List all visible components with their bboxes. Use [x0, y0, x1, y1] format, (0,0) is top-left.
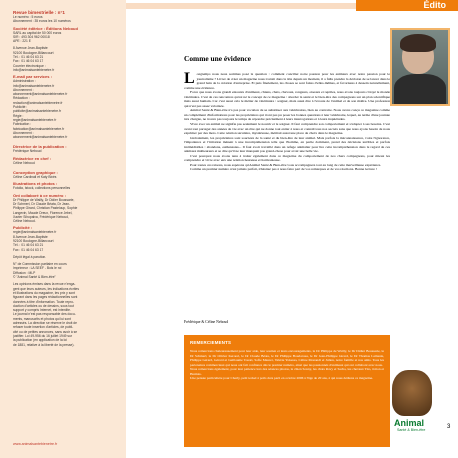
logo-tagline: Santé & Bien-être — [397, 428, 426, 432]
editorial-paragraph: Pour toutes ces raisons, nous espérons qu'Animal Santé & Bien-être vous accompagnera tout au long de cette merveilleuse expérience. — [190, 162, 382, 167]
section-title: Édito — [423, 0, 446, 10]
acknowledgements-heading: REMERCIEMENTS — [190, 340, 232, 345]
acknowledgements-paragraph: Une pensée particulière pour Charly, petit teckel à poils durs parti en octobre 2006 à l'âge de 20 ans, à qui nous dédions ce magazine. — [190, 376, 373, 380]
legal-line: justifier. Loi 49-956 du 16 juillet 1949 sur — [13, 333, 73, 338]
editor-photo — [390, 28, 450, 106]
revue-issue: Revue bimestrielle : n°1 — [13, 10, 65, 15]
masthead-column — [0, 0, 126, 458]
cppap-line: Diffusion : MLP — [13, 270, 36, 275]
legal-line: duction d'articles ou de dessins, sous tout — [13, 303, 74, 308]
legal-line: Le journal n'est pas responsable des docu- — [13, 312, 76, 317]
legal-line: cité ou de petites annonces, sans avoir à se — [13, 329, 78, 334]
legal-line: adressés. La direction se réserve le droit de — [13, 321, 77, 326]
publisher-line: APE : 221 E — [13, 39, 31, 44]
legal-line: refuser toute insertion d'articles, de publi- — [13, 325, 74, 330]
photo-credit: Fotolia, Istock, collections personnelles — [13, 186, 71, 191]
contributors-line: Langevin, Maude Dreux, Florence Jebel, — [13, 210, 73, 215]
masthead — [13, 8, 121, 347]
pricing-lines — [13, 15, 121, 24]
publisher-heading: Société éditrice : Éditions Neboud — [13, 25, 78, 31]
header-bar — [126, 3, 356, 9]
address-line: Courrier électronique : — [13, 63, 46, 68]
contributors-line: Philippe Girard, Christian Pasteloup, Sophie — [13, 206, 78, 211]
legal-line: figurant dans les pages rédactionnelles sont — [13, 295, 78, 300]
director-name: Frédérique Neboud — [13, 149, 42, 154]
editorial-paragraph: Longtemps nous nous sommes posé la question : comment concilier notre passion pour les animaux avec notre passion pour le journalisme ? Livrer de créer un magazine nous trottait dans la tête depuis un moment, il a fallu prendre la décision de se lancer dans le grand bain de la création d'entreprise. Et puis finalement, les choses se sont faites d'elles-mêmes, et favorisées à dessein naturellement, comme une évidence. — [184, 70, 390, 90]
editor-heading: Rédactrice en chef : — [13, 155, 52, 161]
advertising-line: 8 Avenue Jean-Baptiste — [13, 234, 48, 239]
service-email-link[interactable]: abonnement@animalsantebienetre.fr — [13, 92, 68, 97]
service-email-link[interactable]: regie@animalsantebienetre.fr — [13, 117, 57, 122]
editorial-paragraph: C'est pourquoi nous avons tenu à traiter également dans ce magazine du comportement de nos chers compagnons, pour mieux les comprendre et vivre avec eux une relation heureuse et harmonieuse. — [184, 153, 390, 163]
contributors-line: Dr Philippe de Wailly, Dr Didier Boussarie, — [13, 197, 75, 202]
director-heading: Directrice de la publication : — [13, 144, 67, 150]
address-line: 92100 Boulogne-Billancourt — [13, 50, 54, 55]
advertising-line: 92100 Boulogne-Billancourt — [13, 238, 54, 243]
contact-email-link[interactable]: info@animalsantebienetre.fr — [13, 67, 55, 72]
advertising-email-link[interactable]: regie@animalsantebienetre.fr — [13, 230, 57, 235]
legal-line: support y compris Internet, est interdite. — [13, 308, 71, 313]
acknowledgements-box — [184, 335, 390, 447]
email-services-heading: E-mail par services : — [13, 74, 52, 80]
editorial-body — [184, 72, 390, 172]
acknowledgements-paragraph: Nous remercions chaleureusement pour leur aide, leur soutien et leurs encouragements, le Dr Philippe de Wailly, le Dr Didier Boussarie, le Dr Schmerl, le Dr Olivier Kerorel, le Dr Claude Béata, le Dr Philippe Boudaroua, le Dr Jean-Philippe Girard, le Dr Thomas Lamusle, Philippe Gérard, Gérard et Guillaume Touati, Sofie Maurer, Valérie Yokessa, Céline Monandi et Julien, notre famille et nos amis. Tous les partenaires commerciaux qui nous ont fait confiance dès le premier numéro, ainsi que les passionnés d'animaux qui ont collaboré avec nous. — [190, 349, 384, 367]
legal-line: ments, manuscrits et photos qui lui sont — [13, 316, 71, 321]
page-number: 3 — [447, 424, 451, 430]
service-label: Abonnement : — [13, 87, 34, 92]
design-heading: Conception graphique : — [13, 170, 58, 176]
acknowledgements-paragraph: Nous remercions également, pour leur patience lors des séances photos, le chien Sonny, les chats Ravy et Sacha, les chevaux Tito, Jotton et Hermès. — [190, 367, 384, 376]
service-label: Fabrication : — [13, 122, 32, 127]
contributors-line: Xavier Sihopalva, Frédérique Neboud, — [13, 214, 69, 219]
service-email-link[interactable]: redaction@animalsantebienetre.fr — [13, 100, 63, 105]
pricing-line: Abonnement : 35 euros les 10 numéros — [13, 19, 71, 24]
advertising-heading: Publicité : — [13, 225, 33, 231]
publisher-line: SIR : 493 304 962 00018 — [13, 34, 50, 39]
address-line: 8 Avenue Jean-Baptiste — [13, 46, 48, 51]
publisher-line: SARL au capital de 50 000 euros — [13, 30, 62, 35]
service-email-link[interactable]: fabrication@animalsantebienetre.fr — [13, 126, 65, 131]
brand-logo — [394, 419, 425, 432]
service-email-link[interactable]: info@animalsantebienetre.fr — [13, 83, 55, 88]
editorial-paragraph: Vivre avec un animal ne signifie pas seulement le nourrir et le soigner. Il faut comprendre son comportement et s'adapter à ses besoins. C'est avant tout partager des années de vie avec un être qui ne donne tout entier à nous et connaît tous nos secrets sans que nous ayons besoin de nous exprimer par des mots. Cette relation séculaire, mystérieuse, méritait aussi une place de choix dans le magazine. — [184, 122, 390, 136]
legal-line: données à titre d'information. Toute repro- — [13, 299, 75, 304]
photo-heading: Illustrations et photos : — [13, 181, 58, 187]
design-credit: Céline Cardinali et Katy Bivès — [13, 175, 57, 180]
service-label: Régie : — [13, 113, 24, 118]
contributors-line: Céline Neboud. — [13, 219, 36, 224]
service-label: Rédaction : — [13, 96, 30, 101]
contributors-line: Dr Schmerl, Dr Claude Béata, Dr Jean- — [13, 201, 71, 206]
website-link[interactable]: www.animalsantebienetre.fr — [13, 442, 58, 446]
service-label: Administration : — [13, 79, 36, 84]
editorial-paragraph: Animal Santé & Bien-être n'a pas pour vocation de se substituer aux vétérinaires, bien au contraire. Nous avons conçu ce magazine comme un complément d'informations pour les propriétaires qui n'ont pas pu poser les bonnes questions à leur vétérinaire, lequel, au terme d'une journée très chargée, ne trouve pas toujours le temps de répondre précisément à leurs interrogations et à leurs inquiétudes. — [184, 108, 390, 122]
editorial-paragraph: Globalement, les propriétaires sont soucieux de la santé et du bien-être de leur animal. Mais parfois la méconnaissance, voire l'ignorance, l'impatience et l'irritation mènent à une incompréhension telle que l'homme, en partie dominant, prend des décisions terribles et parfois irrémédiables : abandons, euthanasies... Il faut avoir travaillé dans un refuge animalier pour lire cette incompréhension dans le regard de ces animaux malheureux et se dire qu'il ne leur manquait pas grand-chose pour avoir une belle vie. — [184, 135, 390, 154]
legal-deposit: Dépôt légal à parution. — [13, 254, 47, 259]
legal-line: Les opinions émises dans la revue n'enga- — [13, 282, 76, 287]
service-label: Publicité : — [13, 105, 28, 110]
legal-line: de 1881, relative à la liberté de la presse). — [13, 342, 75, 347]
service-email-link[interactable]: abonnement@animalsantebienetre.fr — [13, 135, 68, 140]
service-label: Abonnement : — [13, 130, 34, 135]
service-email-link[interactable]: publicite@animalsantebienetre.fr — [13, 109, 62, 114]
section-header — [126, 0, 458, 11]
editor-name: Céline Neboud — [13, 160, 35, 165]
contributors-heading: Ont collaboré à ce numéro : — [13, 192, 66, 198]
logo-wordmark: Animal — [394, 418, 425, 428]
advertising-line: Fax : 01 46 04 63 17 — [13, 247, 44, 252]
drop-cap: L — [184, 70, 195, 87]
advertising-line: Tél. : 01 46 04 63 21 — [13, 243, 44, 248]
legal-line: gent que leurs auteurs, les indications écrites — [13, 286, 79, 291]
acknowledgements-body — [190, 349, 384, 381]
address-line: Fax : 01 46 04 63 17 — [13, 59, 44, 64]
legal-line: et illustrations du magazine, les prix y sont — [13, 290, 75, 295]
editorial-paragraph: Comme un premier numéro n'est jamais parfait, n'hésitez pas à nous faire part de vos remarques et de vos réactions. Bonne lecture ! — [190, 167, 377, 172]
dog-photo — [392, 370, 432, 416]
editorial-paragraph: Force que nous avons grandi entourés d'animaux, chiens, chats, chevaux, rongeurs, oiseaux et reptiles, nous avons toujours côtoyé le monde vétérinaire. C'est de ces rencontres qu'est né le concept de ce magazine : aborder la santé et le bien-être des compagnons sur un plan scientifique mais aussi humain. Car c'est aussi cela le métier de vétérinaire : soigner, mais aussi être à l'écoute de l'animal et de son maître. Une profession qui n'est pas assez valorisée. — [184, 90, 390, 108]
cppap-line: Imprimeur : LA SEEF - Bois le roi — [13, 266, 62, 271]
editorial-heading: Comme une évidence — [184, 54, 251, 63]
address-line: Tél. : 01 46 04 63 21 — [13, 55, 44, 60]
cppap-line: N° de Commission paritaire en cours — [13, 262, 67, 267]
editorial-signature: Frédérique & Céline Neboud — [184, 320, 229, 324]
cppap-line: © "Animal Santé & Bien-être" — [13, 275, 56, 280]
pricing-line: Le numéro : 5 euros — [13, 15, 43, 19]
legal-line: la publication (en application de la loi — [13, 338, 67, 343]
